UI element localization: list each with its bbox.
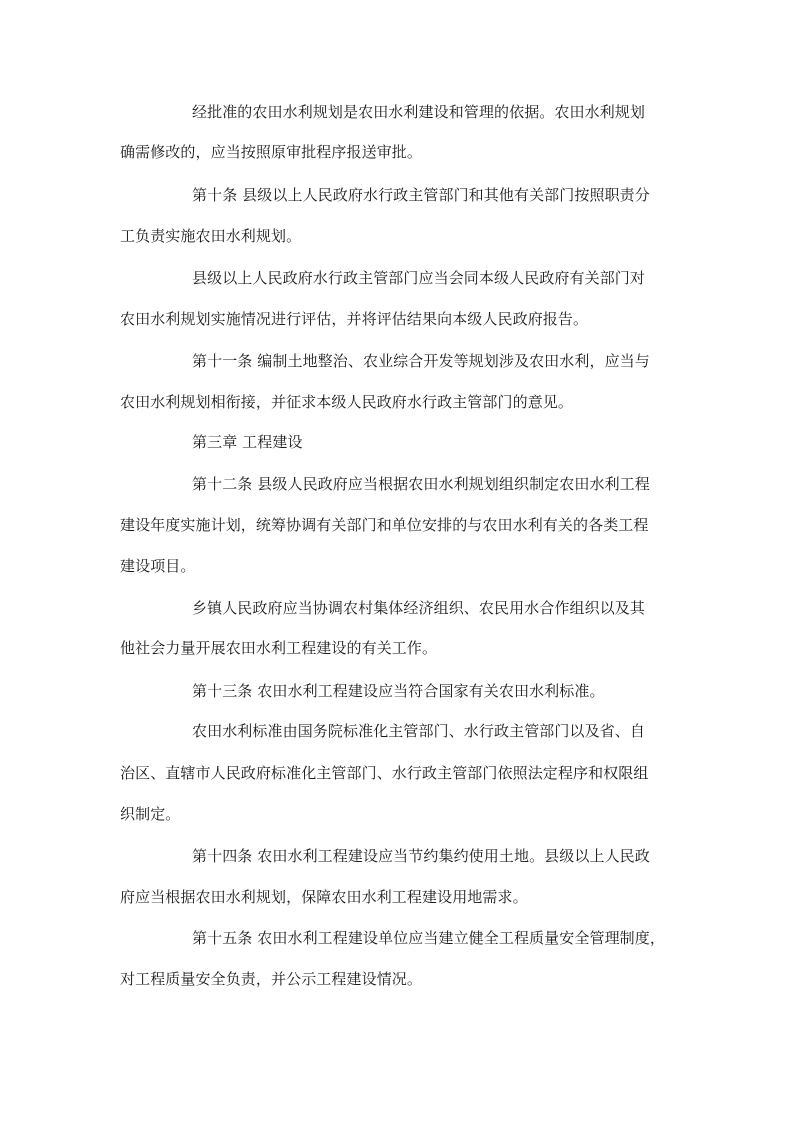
text-line: 农田水利规划相衔接，并征求本级人民政府水行政主管部门的意见。 <box>120 393 574 411</box>
text-line: 对工程质量安全负责，并公示工程建设情况。 <box>120 970 423 988</box>
text-line: 第十二条 县级人民政府应当根据农田水利规划组织制定农田水利工程 <box>192 475 650 493</box>
text-line: 县级以上人民政府水行政主管部门应当会同本级人民政府有关部门对 <box>192 269 646 287</box>
text-line: 第十一条 编制土地整治、农业综合开发等规划涉及农田水利，应当与 <box>192 352 650 370</box>
text-line: 第十条 县级以上人民政府水行政主管部门和其他有关部门按照职责分 <box>192 186 650 204</box>
text-line: 经批准的农田水利规划是农田水利建设和管理的依据。农田水利规划 <box>192 103 646 121</box>
text-line: 第十四条 农田水利工程建设应当节约集约使用土地。县级以上人民政 <box>192 847 650 865</box>
text-line: 工负责实施农田水利规划。 <box>120 227 302 245</box>
chapter-heading: 第三章 工程建设 <box>192 433 303 451</box>
text-line: 农田水利标准由国务院标准化主管部门、水行政主管部门以及省、自 <box>192 722 646 740</box>
text-line: 建设项目。 <box>120 557 196 575</box>
text-line: 第十五条 农田水利工程建设单位应当建立健全工程质量安全管理制度， <box>192 929 665 947</box>
text-line: 织制定。 <box>120 805 181 823</box>
text-line: 治区、直辖市人民政府标准化主管部门、水行政主管部门依照法定程序和权限组 <box>120 764 649 782</box>
text-line: 他社会力量开展农田水利工程建设的有关工作。 <box>120 639 438 657</box>
text-line: 乡镇人民政府应当协调农村集体经济组织、农民用水合作组织以及其 <box>192 599 646 617</box>
text-line: 第十三条 农田水利工程建设应当符合国家有关农田水利标准。 <box>192 682 605 700</box>
text-line: 确需修改的，应当按照原审批程序报送审批。 <box>120 143 423 161</box>
text-line: 建设年度实施计划，统筹协调有关部门和单位安排的与农田水利有关的各类工程 <box>120 516 649 534</box>
text-line: 农田水利规划实施情况进行评估，并将评估结果向本级人民政府报告。 <box>120 310 589 328</box>
text-line: 府应当根据农田水利规划，保障农田水利工程建设用地需求。 <box>120 888 528 906</box>
